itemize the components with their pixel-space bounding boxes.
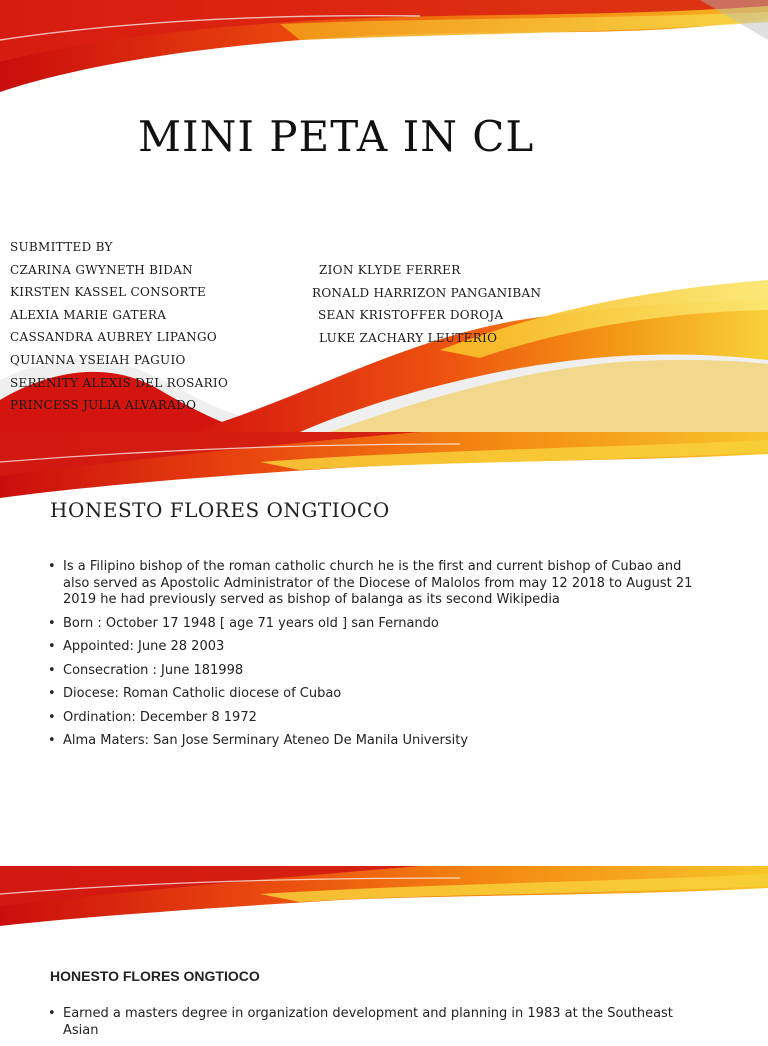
bullet-item: • Appointed: June 28 2003: [48, 639, 708, 656]
submitter-name: ZION KLYDE FERRER: [319, 263, 461, 277]
submitter-name: QUIANNA YSEIAH PAGUIO: [10, 352, 186, 367]
section-title: HONESTO FLORES ONGTIOCO: [50, 498, 390, 522]
top-ribbon-decoration: [0, 0, 768, 110]
bullet-item: • Alma Maters: San Jose Serminary Ateneo De Manila University: [48, 733, 708, 750]
submitter-name: SERENITY ALEXIS DEL ROSARIO: [10, 375, 229, 390]
submitter-names-right: [312, 259, 541, 349]
bullet-item: • Ordination: December 8 1972: [48, 710, 708, 727]
submitter-name: CASSANDRA AUBREY LIPANGO: [10, 330, 217, 345]
biography-bullet-list: [48, 559, 708, 757]
submitter-name: SEAN KRISTOFFER DOROJA: [318, 308, 504, 323]
submitter-name: KIRSTEN KASSEL CONSORTE: [10, 285, 207, 300]
section-title: HONESTO FLORES ONGTIOCO: [50, 968, 260, 984]
title-slide: [0, 0, 768, 432]
submitter-name: PRINCESS JULIA ALVARADO: [10, 398, 197, 413]
bullet-item: • Diocese: Roman Catholic diocese of Cubao: [48, 686, 708, 703]
bullet-item: • Earned a masters degree in organization development and planning in 1983 at the Southeast Asian: [48, 1006, 708, 1039]
biography-slide: [0, 432, 768, 864]
biography-bullet-list: [48, 1006, 708, 1046]
slide-title: MINI PETA IN CL: [138, 112, 535, 161]
top-ribbon-decoration: [0, 866, 768, 932]
bullet-item: • Born : October 17 1948 [ age 71 years old ] san Fernando: [48, 616, 708, 633]
submitter-names-left: [10, 236, 228, 417]
submitter-name: LUKE ZACHARY LEUTERIO: [319, 330, 498, 345]
submitter-name: CZARINA GWYNETH BIDAN: [10, 262, 193, 277]
submitted-by-label: SUBMITTED BY: [10, 240, 113, 254]
bullet-item: • Is a Filipino bishop of the roman catholic church he is the first and current bishop of Cubao and also served as Apostolic Administrator of the Diocese of Malolos from may 12 2018 to August 21 2019 he had previously served as bishop of balanga as its second Wikipedia: [48, 559, 708, 609]
bullet-item: • Consecration : June 181998: [48, 663, 708, 680]
submitter-name: RONALD HARRIZON PANGANIBAN: [312, 285, 542, 300]
submitter-name: ALEXIA MARIE GATERA: [10, 307, 167, 322]
top-ribbon-decoration: [0, 432, 768, 504]
biography-continued-slide: [0, 866, 768, 1038]
